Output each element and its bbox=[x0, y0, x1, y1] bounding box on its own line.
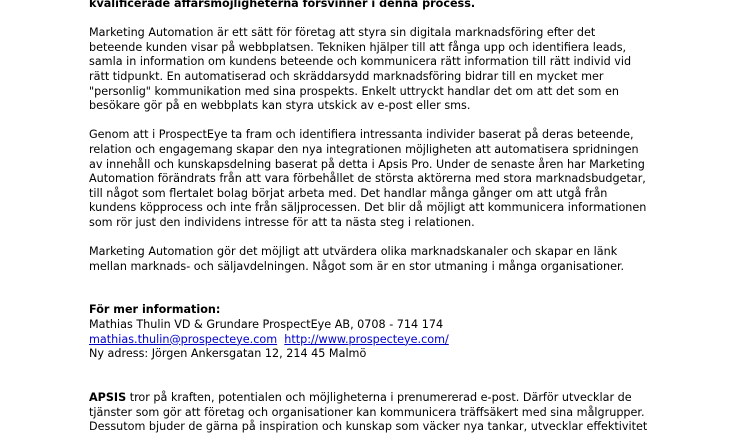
apsis-line: Dessutom bjuder de gärna på inspiration och kunskap som väcker nya tankar, utvecklar effektivitet bbox=[89, 420, 648, 434]
paragraph-line: mellan marknads- och säljavdelningen. Något som är en stor utmaning i många organisationer. bbox=[89, 259, 625, 273]
paragraph-marketing-automation bbox=[89, 26, 669, 114]
paragraph-line: "personlig" kommunikation med sina prospekts. Enkelt uttryckt handlar det om att det som en bbox=[89, 84, 619, 98]
paragraph-line: Marketing Automation gör det möjligt att utvärdera olika marknadskanaler och skapar en länk bbox=[89, 245, 618, 259]
apsis-block bbox=[89, 391, 669, 435]
spacer bbox=[89, 274, 669, 303]
contact-heading: För mer information: bbox=[89, 303, 221, 317]
apsis-line-rest: tror på kraften, potentialen och möjligheterna i prenumererad e-post. Därför utvecklar de bbox=[126, 391, 632, 405]
paragraph-prospecteye bbox=[89, 128, 669, 230]
paragraph-line: till något som flertalet bolag börjat arbeta med. Det handlar många gånger om att utgå från bbox=[89, 186, 608, 200]
website-link[interactable]: http://www.prospecteye.com/ bbox=[284, 332, 449, 346]
contact-block bbox=[89, 303, 669, 361]
contact-address: Ny adress: Jörgen Ankersgatan 12, 214 45 Malmö bbox=[89, 347, 367, 361]
apsis-name: APSIS bbox=[89, 391, 127, 405]
paragraph-line: kundens köpprocess och inte från säljprocessen. Det blir då möjligt att kommunicera informationen bbox=[89, 201, 647, 215]
paragraph-line: relation och engagemang skapar den nya integrationen möjligheten att automatisera spridningen bbox=[89, 142, 639, 156]
paragraph-line: beteende kunden visar på webbplatsen. Tekniken hjälper till att fånga upp och identifiera leads, bbox=[89, 40, 627, 54]
spacer bbox=[89, 362, 669, 391]
paragraph-line: som rör just den individens intresse för att ta nästa steg i relationen. bbox=[89, 215, 475, 229]
apsis-line: tjänster som gör att företag och organisationer kan kommunicera träffsäkert med sina målgrupper. bbox=[89, 405, 645, 419]
paragraph-evaluation bbox=[89, 245, 669, 274]
spacer bbox=[89, 114, 669, 129]
paragraph-line: rätt tidpunkt. En automatiserad och skräddarsydd marknadsföring bidrar till en mycket mer bbox=[89, 69, 604, 83]
paragraph-line: av innehåll och kunskapsdelning baserat på detta i Apsis Pro. Under de senaste åren har Marketing bbox=[89, 157, 645, 171]
email-link[interactable]: mathias.thulin@prospecteye.com bbox=[89, 332, 278, 346]
contact-links bbox=[89, 333, 669, 348]
paragraph-line: Marketing Automation är ett sätt för företag att styra sin digitala marknadsföring efter det bbox=[89, 26, 596, 40]
paragraph-line: samla in information om kundens beteende och kommunicera rätt information till rätt individ vid bbox=[89, 55, 632, 69]
spacer bbox=[89, 12, 669, 27]
paragraph-line: Automation förändrats från att vara förbehållet de största aktörerna med stora marknadsbudgetar, bbox=[89, 172, 646, 186]
document-page bbox=[89, 0, 669, 435]
paragraph-line: besökare gör på en webbplats kan styra utskick av e-post eller sms. bbox=[89, 99, 471, 113]
paragraph-line: Genom att i ProspectEye ta fram och identifiera intressanta individer baserat på deras beteende, bbox=[89, 128, 634, 142]
apsis-line bbox=[89, 391, 669, 406]
intro-fragment: kvalificerade affärsmöjligheterna försvinner i denna process. bbox=[89, 0, 476, 10]
spacer bbox=[89, 231, 669, 246]
contact-person: Mathias Thulin VD & Grundare ProspectEye AB, 0708 - 714 174 bbox=[89, 318, 444, 332]
